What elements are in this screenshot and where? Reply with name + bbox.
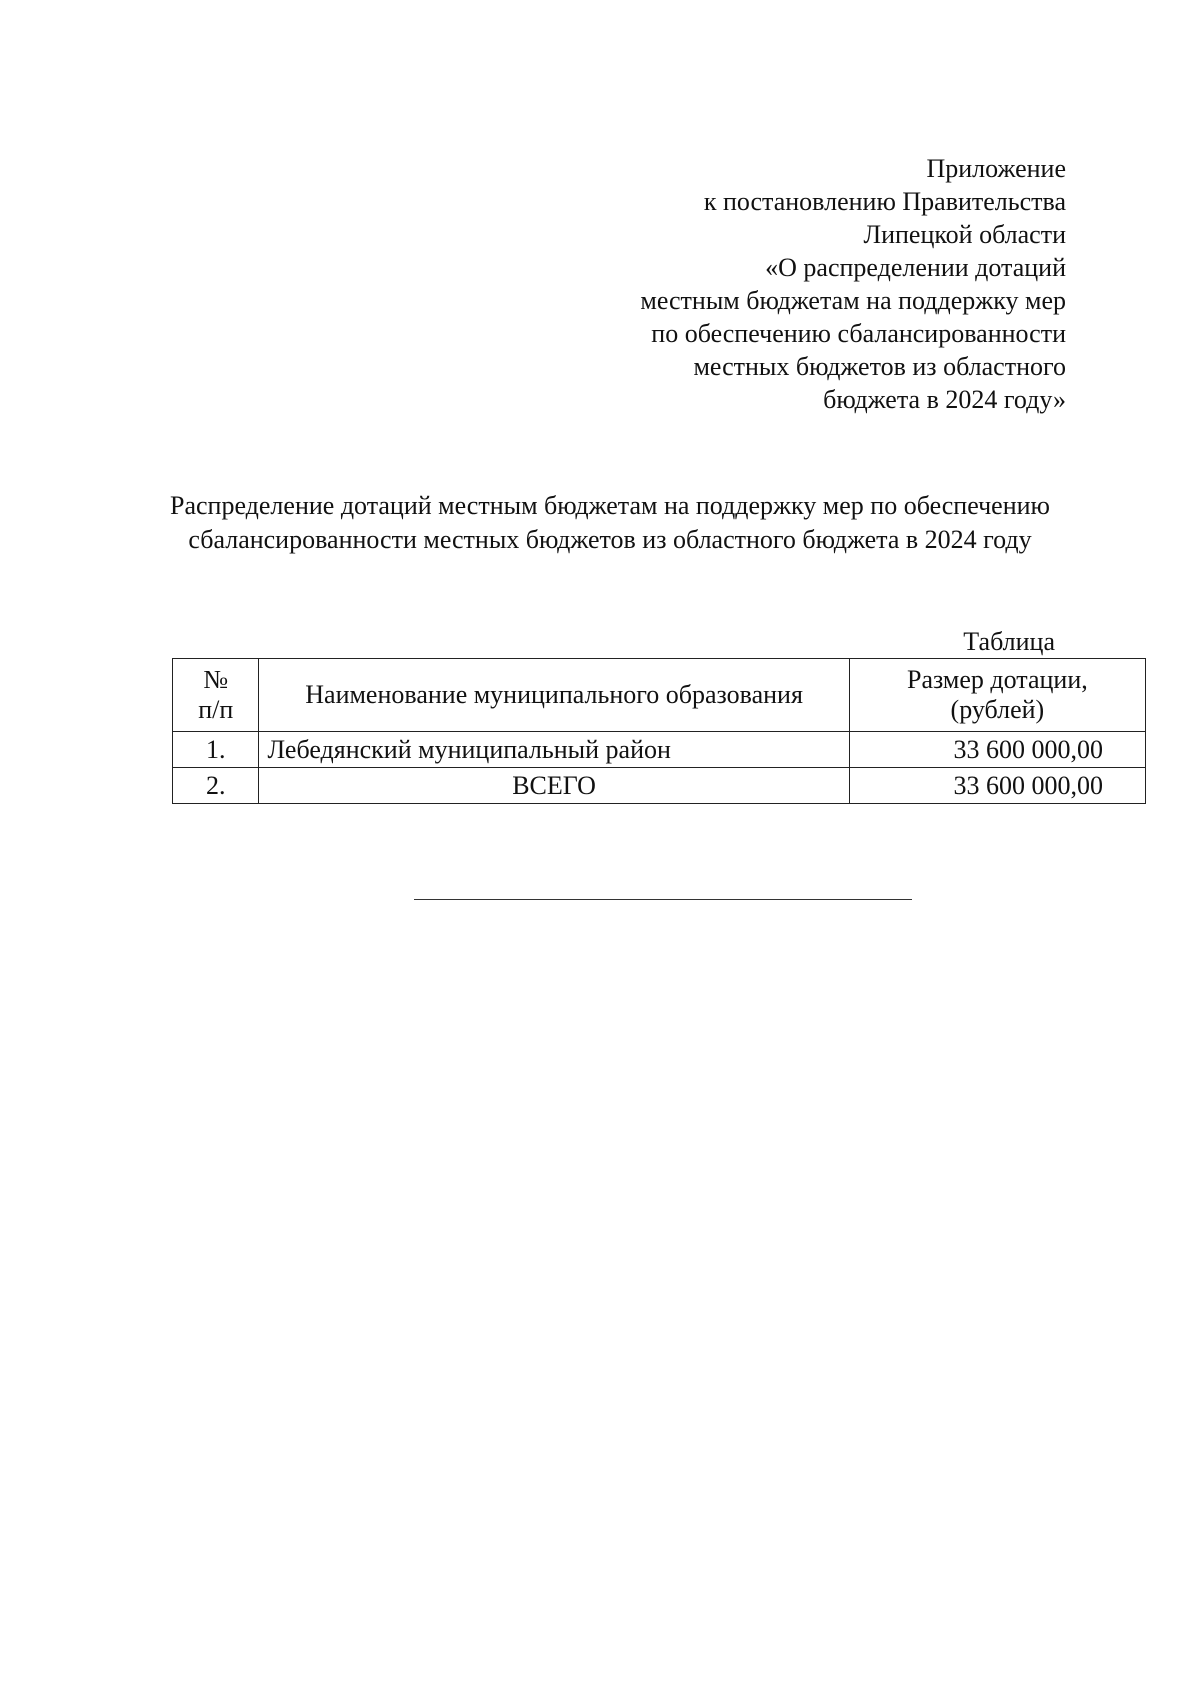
- header-municipality: Наименование муниципального образования: [259, 659, 849, 732]
- header-amount-line: Размер дотации,: [906, 665, 1088, 694]
- appendix-line: бюджета в 2024 году»: [823, 385, 1066, 414]
- appendix-line: по обеспечению сбалансированности: [651, 319, 1066, 348]
- header-number-line: п/п: [198, 695, 234, 724]
- appendix-line: к постановлению Правительства: [703, 187, 1066, 216]
- row-number: 2.: [173, 768, 259, 804]
- row-amount: 33 600 000,00: [849, 768, 1145, 804]
- table-row-total: [173, 768, 1146, 804]
- row-number: 1.: [173, 732, 259, 768]
- document-title-line: Распределение дотаций местным бюджетам на поддержку мер по обеспечению: [170, 491, 1050, 520]
- header-number: [173, 659, 259, 732]
- appendix-line: «О распределении дотаций: [765, 253, 1066, 282]
- appendix-line: Приложение: [926, 154, 1066, 183]
- row-amount: 33 600 000,00: [849, 732, 1145, 768]
- header-amount: [849, 659, 1145, 732]
- header-amount-line: (рублей): [950, 695, 1045, 724]
- table-caption: Таблица: [963, 627, 1055, 656]
- subsidy-table: [172, 658, 1146, 804]
- header-number-line: №: [203, 665, 229, 694]
- document-title-line: сбалансированности местных бюджетов из областного бюджета в 2024 году: [188, 525, 1032, 554]
- table-row: [173, 732, 1146, 768]
- table-header-row: [173, 659, 1146, 732]
- appendix-line: Липецкой области: [863, 220, 1066, 249]
- appendix-line: местным бюджетам на поддержку мер: [640, 286, 1066, 315]
- row-total-label: ВСЕГО: [259, 768, 849, 804]
- appendix-line: местных бюджетов из областного: [693, 352, 1066, 381]
- appendix-block: [546, 152, 1066, 416]
- row-municipality: Лебедянский муниципальный район: [259, 732, 849, 768]
- document-title: [150, 489, 1070, 557]
- end-divider: [414, 899, 912, 900]
